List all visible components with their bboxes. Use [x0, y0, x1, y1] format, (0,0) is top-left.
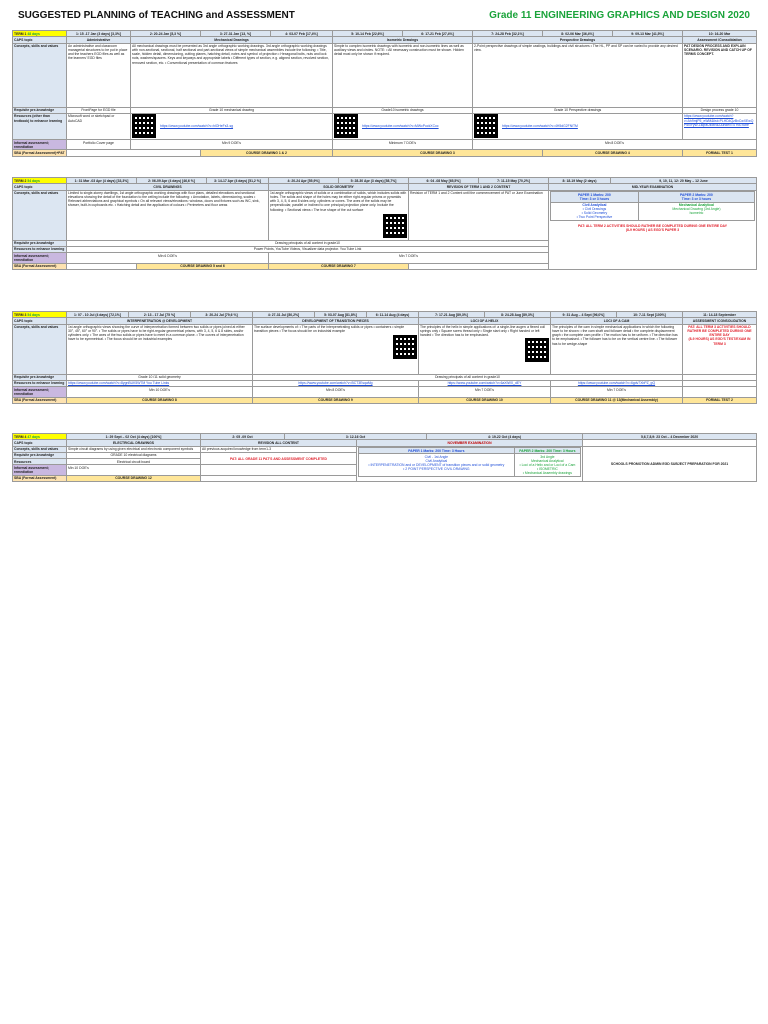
sba-cell: COURSE DRAWING 4: [543, 150, 683, 156]
caps-topic: Assessment /Consolidation: [683, 37, 757, 43]
sba-blank: [409, 263, 549, 269]
week-cell: 1: 07 - 10 Jul (4 days) [72,1%]: [67, 312, 129, 318]
informal-cell: Min 8 DOE's: [253, 387, 419, 397]
week-cell: 10: 7-11 Sept [100%]: [617, 312, 683, 318]
caps-topic: LOCI OF A CAM: [551, 318, 683, 324]
paper2-items: 3rd Angle Mechanical Analytical • Loci of a Helix and or Loci of a Cam • ISOMETRIC • Mechanical Assembly drawings: [514, 454, 580, 477]
prereq-label: Requisite pre-knowledge: [13, 240, 67, 246]
caps-topic: NOVEMBER EXAMINATION: [357, 440, 583, 446]
week-cell: 1: 29 Sept – 02 Oct (4 days) [100%]: [67, 434, 201, 440]
pat-note: PAT: ALL TERM 2 ACTIVITIES SHOULD RATHER BE COMPLETED DURING ONE ENTIRE DAY: [578, 224, 727, 229]
week-cell: 1: 15 -17 Jan (3 days) [3,3%]: [67, 31, 131, 37]
resource-link[interactable]: https://www.youtube.com/watch?v=hlOHeFs3-sg: [160, 124, 234, 129]
week-cell: 2: 06-09 Apr (4 days) [46,6 %]: [137, 178, 207, 184]
resources-label: Resources: [13, 459, 67, 465]
prereq-cell: GRADE 10 electrical diagrams: [67, 452, 201, 458]
promo-cell: SCHOOLS PROMOTION ADMIN EGD SUBJECT PREPARATION FOR 2021: [583, 446, 757, 482]
week-cell: 7: 24-28 Feb [32,1%]: [473, 31, 543, 37]
concepts-label: Concepts, skills and values: [13, 446, 67, 452]
caps-label: CAPS topic: [13, 37, 67, 43]
informal-label: Informal assessment; remediation: [13, 140, 67, 150]
paper2-head: PAPER 2 Marks: 200 Time: 3 or 3 hours: [638, 192, 754, 202]
sba-cell: COURSE DRAWING 5 and 6: [137, 263, 269, 269]
week-cell: 3: 14-17 Apr (4 days) [51,2 %]: [207, 178, 269, 184]
resource-link[interactable]: https://www.youtube.com/watch?v=Ah9mjP5_eWM&list=PLHD4QzBxCwXEwQP5NYyW-1kqraUk5tNzZ&index=4 You tube: [683, 113, 757, 139]
week-cell: 8: 18-19 May (2 days): [549, 178, 611, 184]
sba-cell: FORMAL TEST 2: [683, 397, 757, 403]
week-cell: 3: 12-16 Oct: [285, 434, 427, 440]
week-cell: 3: 20-24 Jul [79,6 %]: [191, 312, 253, 318]
caps-topic: DEVELOPMENT OF TRANSITION PIECES: [253, 318, 419, 324]
concepts-cell: [269, 190, 409, 240]
informal-label: Informal assessment; remediation: [13, 253, 67, 263]
caps-topic: ASSESSMENT /CONSOLIDATION: [683, 318, 757, 324]
sba-cell: COURSE DRAWING 1 & 2: [201, 150, 333, 156]
week-cell: 1: 31 Mar -03 Apr (4 days) [33,3%]: [67, 178, 137, 184]
caps-topic: Mechanical Drawings: [131, 37, 333, 43]
term1-table: [12, 30, 757, 157]
informal-cell: Min 10 DOE's: [67, 465, 201, 475]
week-cell: 2: 05 -09 Oct: [201, 434, 285, 440]
concepts-cell: Simple circuit diagrams by using given electrical and electronic component symbols: [67, 446, 201, 452]
informal-label: Informal assessment; remediation: [13, 465, 67, 475]
concepts-cell: Revision of TERM 1 and 2 Content until the commencement of PAT or June Examination: [409, 190, 549, 240]
resources-label: Resources to enhance learning: [13, 380, 67, 386]
concepts-cell: [419, 324, 551, 374]
week-cell: 9: 31 Aug – 4 Sept [96,0%]: [551, 312, 617, 318]
concepts-label: Concepts, skills and values: [13, 324, 67, 374]
prereq-cell: Grade 10 /11 solid geometry: [67, 374, 253, 380]
sba-label: SBA (Formal Assessment): [13, 397, 67, 403]
concepts-cell: All previous acquired knowledge from term1-3: [201, 446, 357, 452]
informal-blank: [201, 465, 357, 475]
concepts-cell: The principles of the cam in simple mechanical applications in which the following have to be shown: • the cam shaft and follower detail • the complete displacement graph • the complete cam profile • The motion has to be uniform. • The direction has to be emphasised. • The follower has to be on the vertical centre line. • The follower has to be wedge-shape: [551, 324, 683, 374]
informal-cell: Min 7 DOE's: [551, 387, 683, 397]
week-cell: 6: 04 -08 May [65,5%]: [409, 178, 479, 184]
sba-cell: COURSE DRAWING 10: [419, 397, 551, 403]
resources-cell: [333, 113, 473, 139]
week-cell: 8: 02-06 Mar [36,4%]: [543, 31, 613, 37]
concepts-cell: 1st angle orthographic views showing the curve of interpenetration formed between two solids or pipes joined at either 30°, 45°, 60° or 90°. • The solids or pipes have to be right-regular geometrical prisms, with 3, 4, 5, 6 & 8 sides, and/or cylinders only. • The axes of the two solids or pipes have to meet in a common plane. • The curves of interpenetration have to be symmetrical. • The focus should be on industrial examples: [67, 324, 253, 374]
week-cell: 6: 11-14 Aug (4 days): [367, 312, 419, 318]
week-cell: 8: 24-28 Aug [89,3%]: [485, 312, 551, 318]
informal-cell: Min 10 DOE's: [67, 387, 253, 397]
informal-cell: Portfolio Cover page: [67, 140, 131, 150]
resource-link[interactable]: https://www.youtube.com/watch?v=MWcPuckXCoc: [362, 124, 439, 129]
week-cell: 2: 13 - 17 Jul [75 %]: [129, 312, 191, 318]
caps-topic: INTERPENETRATION @ DEVELOPMENT: [67, 318, 253, 324]
week-cell: 7: 17-21 Aug [89,3%]: [419, 312, 485, 318]
term1-informal-row: [13, 140, 757, 150]
caps-topic: REVISION ALL CONTENT: [201, 440, 357, 446]
concepts-label: Concepts, skills and values: [13, 43, 67, 107]
exam-cell: [549, 190, 757, 269]
term2-concepts-row: [13, 190, 757, 240]
paper2-items: Mechanical Analytical Mechanical Drawing (3rd Angle) Isometric: [638, 202, 754, 221]
concepts-text: The surface developments of: • The parts of the interpenetrating solids or pipes • containers • simple transition pieces • The focus should be on industrial example: [254, 325, 405, 334]
exam-cell: [357, 446, 583, 482]
qr-code-icon: [393, 335, 417, 359]
concepts-text: 1st angle orthographic views of solids or a combination of solids, which includes solids with holes. The solids and shape of the holes may be either right-regular prisms or pyramids with 3, 4, 5, 6 and 8 sides only, cylinders or cones. The axes of the solids may be perpendicular, parallel or inclined to one principal projection plane only. Include the following: • Sectional views • The true shape of the cut surface: [270, 191, 407, 212]
paper1-items: Civil - 1st Angle Civil Analytical • INTERPENETRATION and or DEVELOPMENT of transition pieces and or solid geometry • 2 POINT PERSPECTIVE CIVIL DRAWING: [359, 454, 515, 477]
week-cell: 2: 20-24 Jan [8,3 %]: [131, 31, 201, 37]
caps-label: CAPS topic: [13, 318, 67, 324]
term3-label: TERM 3 54 days: [13, 312, 67, 318]
resource-link[interactable]: https://www.youtube.com/watch?v=6gdv7XbPZ_gQ: [551, 380, 683, 386]
term1-sba-row: [13, 150, 757, 156]
qr-code-icon: [334, 114, 358, 138]
term2-table: [12, 177, 757, 270]
prereq-label: Requisite pre-knowledge: [13, 374, 67, 380]
sba-label: SBA (Formal Assessment): [13, 263, 67, 269]
week-cell: 5: 28-30 Apr (3 days) [58,7%]: [339, 178, 409, 184]
concepts-cell: Simple to complex isometric drawings with isometric and non-isometric lines as well as auxiliary views and circles. NOTE: • All necessary construction must be shown. Hidden detail must only be shown if required.: [333, 43, 473, 107]
week-cell: 10: 16-20 Mar: [683, 31, 757, 37]
week-cell: 4: 27-31 Jul [80,2%]: [253, 312, 315, 318]
week-cell: 4: 19-22 Oct (4 days): [427, 434, 583, 440]
week-cell: 9: 09-13 Mar [41,5%]: [613, 31, 683, 37]
week-cell: 9, 10, 11, 12: 20 May – 12 June: [611, 178, 757, 184]
qr-code-icon: [132, 114, 156, 138]
resource-link[interactable]: https://www.youtube.com/watch?v=4H5dG2FNlTM: [502, 124, 578, 129]
concepts-label: Concepts, skills and values: [13, 190, 67, 240]
term3-concepts-row: [13, 324, 757, 374]
caps-label: CAPS topic: [13, 440, 67, 446]
page-header: [18, 10, 750, 26]
term2-label: TERM 2 54 days: [13, 178, 67, 184]
exam-mini-table: [550, 191, 755, 221]
prereq-cell: Grade 10 Perspective drawings: [473, 107, 683, 113]
term3-table: [12, 311, 757, 404]
week-cell: 5,6,7,8,9: 23 Oct – 4 December 2020: [583, 434, 757, 440]
caps-topic: CIVIL DRAWINGS: [67, 184, 269, 190]
resource-link[interactable]: https://www.youtube.com/watch?v=6aXtWX_dEY: [419, 380, 551, 386]
resource-link[interactable]: https://www.youtube.com/watch?v=BCT3EsqaMg: [253, 380, 419, 386]
week-cell: 3: 27-31 Jan [13, %]: [201, 31, 271, 37]
week-cell: 5: 10-14 Feb [22,6%]: [333, 31, 403, 37]
sba-cell: COURSE DRAWING 8: [67, 397, 253, 403]
term3-sba-row: [13, 397, 757, 403]
resource-link[interactable]: https://www.youtube.com/watch?v=8ygnBUK5W7M You Tube Links: [67, 380, 253, 386]
concepts-cell: Limited to single-storey dwellings, 1st angle orthographic working drawings with floor plans, detailed elevations and sectional elevations showing the detail of the foundation to the ceiling include the following: • Annotation, labels, dimensioning, scales • Relevant abbreviations and graphical symbols • On all relevant views/elevations: windows, doors and fixtures such as WC, sink, shower, built-in cupboards etc. • Hatching detail and the application of colours • Perimeters and floor areas: [67, 190, 269, 240]
prereq-cell: Drawing principals of all content in grade10: [67, 240, 549, 246]
sba-blank: [201, 475, 357, 481]
week-cell: 6: 17-21 Feb [27,4%]: [403, 31, 473, 37]
sba-blank: [67, 263, 137, 269]
term1-label: TERM 1 48 days: [13, 31, 67, 37]
informal-cell: Minimum 7 DOE's: [333, 140, 473, 150]
exam-mini-table: [358, 447, 581, 477]
pat-note: PAT: ALL TERM 3 ACTIVITIES SHOULD RATHER BE COMPLETED DURING ONE ENTIRE DAY: [687, 325, 752, 338]
pat-note-hours: (8-9 HOURS) AS EGD'S TEST/EXAM IN TERM 3: [688, 337, 751, 346]
caps-topic: Isometric Drawings: [333, 37, 473, 43]
resources-cell: [473, 113, 683, 139]
resources-cell: Microsoft word or sketchpad or AutoCAD: [67, 113, 131, 139]
prereq-label: Requisite pre-knowledge: [13, 452, 67, 458]
sba-cell: COURSE DRAWING 3: [333, 150, 543, 156]
informal-cell: Min 7 DOE's: [269, 253, 549, 263]
prereq-cell: Drawing principals of all content in grade10: [253, 374, 683, 380]
sba-cell: FORMAL TEST 1: [683, 150, 757, 156]
caps-topic: Perspective Drawings: [473, 37, 683, 43]
qr-code-icon: [474, 114, 498, 138]
sba-blank: [67, 150, 201, 156]
sba-cell: COURSE DRAWING 9: [253, 397, 419, 403]
prereq-cell: FrontPage for EGD file: [67, 107, 131, 113]
week-cell: 4: 20-24 Apr [55,9%]: [269, 178, 339, 184]
prereq-cell: Grade10 isometric drawings: [333, 107, 473, 113]
caps-label: CAPS topic: [13, 184, 67, 190]
qr-code-icon: [383, 214, 407, 238]
prereq-label: Requisite pre-knowledge: [13, 107, 67, 113]
week-cell: 5: 03-07 Aug [81,8%]: [315, 312, 367, 318]
caps-topic: MID-YEAR EXAMINATION: [549, 184, 757, 190]
qr-code-icon: [525, 338, 549, 362]
resources-label: Resources to enhance learning: [13, 246, 67, 252]
informal-cell: Min 8 DOE's: [473, 140, 757, 150]
week-cell: 11: 14-18 September: [683, 312, 757, 318]
concepts-cell: An administrative and classroom managerial structures to be put in place and the teachers EGD files as well as the learners' EGD files: [67, 43, 131, 107]
page-title: SUGGESTED PLANNING of TEACHING and ASSESSMENT: [18, 10, 295, 21]
caps-topic: Administrative: [67, 37, 131, 43]
term4-label: TERM 4 47 days: [13, 434, 67, 440]
week-cell: 4: 03-07 Feb [17,4%]: [271, 31, 333, 37]
informal-cell: Min 6 DOE's: [67, 253, 269, 263]
concepts-cell: All mechanical drawings must be presented as 3rd angle orthographic working drawings. 3rd angle orthographic working drawings with non-sectional, sectional, half sectional and part-sectional views of simple mechanical assemblies include the following: • Title, scale, hidden detail, dimensioning, cutting planes, hatching detail, notes and symbol of projection • Hexagonal bolts, nuts and lock nuts, washers/spacers. Keys and keyways and appropriate labels • Different types of section, e.g. aligned section, revolved section, removed section, etc. • Conventional presentation of common features: [131, 43, 333, 107]
informal-label: Informal assessment; remediation: [13, 387, 67, 397]
prereq-cell: Design process grade 10: [683, 107, 757, 113]
page-subtitle: Grade 11 ENGINEERING GRAPHICS AND DESIGN 2020: [489, 10, 750, 21]
caps-topic: ELECTRICAL DRAWINGS: [67, 440, 201, 446]
concepts-cell: PAT DESIGN PROCESS AND EXPLAIN SCENARIO. REVISION AND CATCH UP OF TERMS CONCEPT.: [683, 43, 757, 107]
sba-label: SBA (Formal Assessment)+PAT: [14, 151, 65, 155]
pat-note: PAT: ALL GRADE 11 PAT'S AND ASSESSMENT COMPLETED: [201, 452, 357, 465]
paper2-head: PAPER 2 Marks: 200 Time: 3 Hours: [514, 448, 580, 454]
sba-label: SBA (Formal Assessment): [13, 475, 67, 481]
term3-informal-row: [13, 387, 757, 397]
term4-table: [12, 433, 757, 482]
term1-concepts-row: [13, 43, 757, 107]
sba-cell: COURSE DRAWING 11 @ 13(Mechanical Assembly): [551, 397, 683, 403]
paper1-head: PAPER 1 Marks: 200 Time: 3 Hours: [359, 448, 515, 454]
resources-cell: Power Points, YouTube Videos, Visualizer data projector. You Tube Link: [67, 246, 549, 252]
concepts-cell: 2-Point perspective drawings of simple castings, buildings and civil structures • The HL, PP and SP can be varied to provide any desired view.: [473, 43, 683, 107]
paper1-head: PAPER 1 Marks: 200 Time: 3 or 3 hours: [551, 192, 639, 202]
caps-topic: LOCI OF A HELIX: [419, 318, 551, 324]
pat-note-hours: (8-9 HOURS ) AS EGD'S PAPER 3: [625, 228, 680, 233]
resources-label: Resources (other than textbook) to enhance learning: [13, 113, 67, 139]
informal-cell: Min 9 DOE's: [131, 140, 333, 150]
caps-topic: REVISION OF TERM 1 AND 2 CONTENT: [409, 184, 549, 190]
sba-cell: COURSE DRAWING 12: [67, 475, 201, 481]
resources-cell: Electrical circuit board: [67, 459, 201, 465]
resources-cell: [131, 113, 333, 139]
sba-cell: COURSE DRAWING 7: [269, 263, 409, 269]
informal-cell: Min 7 DOE's: [419, 387, 551, 397]
concepts-text: The principles of the helix in simple applications of: a single-line auger• a flexed coil springs only • Square screw thread only • Single start only • Right handed or left handed • The direction has to be emphasized.: [420, 325, 546, 338]
week-cell: 7: 11-15 May [70,2%]: [479, 178, 549, 184]
term1-resources-row: [13, 113, 757, 139]
concepts-cell: [253, 324, 419, 374]
informal-blank: [683, 387, 757, 397]
prereq-cell: Grade 10 mechanical drawing: [131, 107, 333, 113]
paper1-items: Civil Analytical • Civil Drawings • Solid Geometry • Two Point Perspective: [551, 202, 639, 221]
concepts-cell: [683, 324, 757, 374]
caps-topic: SOLID GEOMETRY: [269, 184, 409, 190]
